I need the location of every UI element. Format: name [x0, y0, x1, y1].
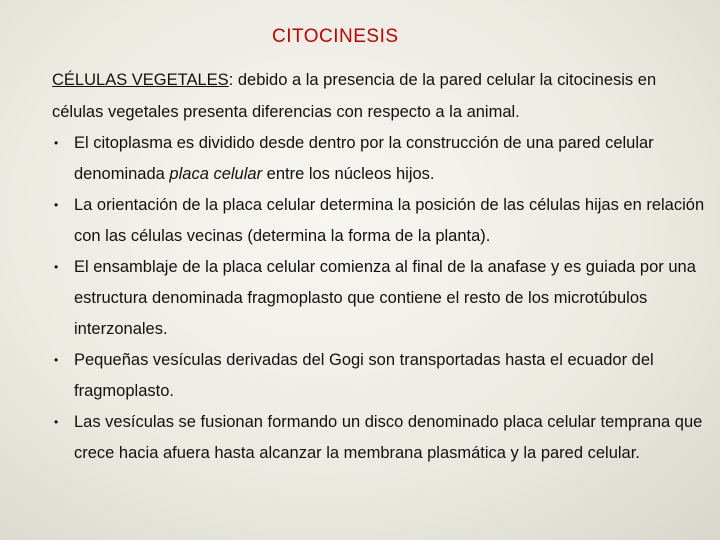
- bullet-icon: •: [54, 415, 59, 429]
- bullet-icon: •: [54, 260, 59, 274]
- bullet-icon: •: [54, 136, 59, 150]
- bullet-text: El citoplasma es dividido desde dentro por la construcción de una pared celular denominada: [74, 134, 654, 183]
- slide-title: CITOCINESIS: [272, 26, 399, 47]
- bullet-text: La orientación de la placa celular determina la posición de las células hijas en relación con las células vecinas (determina la forma de la planta).: [74, 196, 705, 245]
- intro-lead: CÉLULAS VEGETALES: [52, 71, 229, 89]
- intro-text: : debido a la presencia de la pared celular la citocinesis en células vegetales presenta diferencias con respecto a la animal.: [52, 71, 657, 121]
- intro-paragraph: [52, 64, 712, 128]
- bullet-text: Las vesículas se fusionan formando un disco denominado placa celular temprana que crece hacia afuera hasta alcanzar la membrana plasmática y la pared celular.: [74, 413, 703, 462]
- bullet-item: [52, 252, 712, 345]
- bullet-text-end: entre los núcleos hijos.: [262, 165, 435, 183]
- bullet-emphasis: placa celular: [169, 165, 263, 183]
- bullet-list: [52, 128, 712, 469]
- bullet-icon: •: [54, 198, 59, 212]
- bullet-item: [52, 128, 712, 190]
- bullet-text: Pequeñas vesículas derivadas del Gogi son transportadas hasta el ecuador del fragmoplasto.: [74, 351, 654, 400]
- bullet-icon: •: [54, 353, 59, 367]
- bullet-item: [52, 190, 712, 252]
- bullet-item: [52, 345, 712, 407]
- bullet-text: El ensamblaje de la placa celular comienza al final de la anafase y es guiada por una estructura denominada fragmoplasto que contiene el resto de los microtúbulos interzonales.: [74, 258, 696, 338]
- bullet-item: [52, 407, 712, 469]
